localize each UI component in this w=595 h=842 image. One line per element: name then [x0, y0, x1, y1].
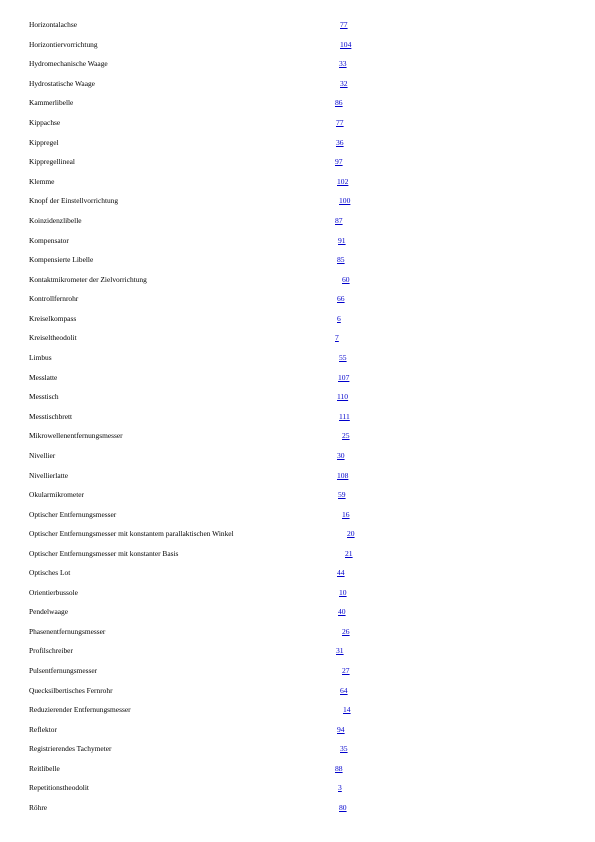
index-entry — [0, 77, 595, 91]
page-number-link[interactable]: 21 — [345, 549, 353, 558]
index-term: Phasenentfernungsmesser — [29, 627, 106, 636]
index-term: Horizontalachse — [29, 20, 78, 29]
page-number-link[interactable]: 107 — [338, 373, 350, 382]
index-entry — [0, 292, 595, 306]
index-entry — [0, 644, 595, 658]
index-term: Nivellierlatte — [29, 471, 68, 480]
index-entry — [0, 586, 595, 600]
index-entry — [0, 57, 595, 71]
page-number-link[interactable]: 111 — [339, 412, 350, 421]
page-number-link[interactable]: 104 — [340, 40, 352, 49]
index-term: Klemme — [29, 177, 55, 186]
page-number-link[interactable]: 94 — [337, 725, 345, 734]
index-term: Pendelwaage — [29, 607, 68, 616]
index-term: Optischer Entfernungsmesser — [29, 510, 117, 519]
page-number-link[interactable]: 91 — [338, 236, 346, 245]
index-entry — [0, 253, 595, 267]
page-number-link[interactable]: 30 — [337, 451, 345, 460]
index-term: Quecksilbertisches Fernrohr — [29, 686, 113, 695]
index-entry — [0, 18, 595, 32]
page-number-link[interactable]: 59 — [338, 490, 346, 499]
index-term: Hydrostatische Waage — [29, 79, 95, 88]
page-number-link[interactable]: 60 — [342, 275, 350, 284]
index-term: Repetitionstheodolit — [29, 783, 89, 792]
index-entry — [0, 469, 595, 483]
index-term: Profilschreiber — [29, 646, 73, 655]
index-term: Limbus — [29, 353, 52, 362]
index-entry — [0, 488, 595, 502]
index-term: Okularmikrometer — [29, 490, 85, 499]
page-number-link[interactable]: 14 — [343, 705, 351, 714]
index-term: Reitlibelle — [29, 764, 60, 773]
index-entry — [0, 449, 595, 463]
index-entry — [0, 429, 595, 443]
page-number-link[interactable]: 102 — [337, 177, 349, 186]
index-term: Röhre — [29, 803, 48, 812]
index-term: Kompensierte Libelle — [29, 255, 94, 264]
index-term: Messlatte — [29, 373, 58, 382]
page-number-link[interactable]: 25 — [342, 431, 350, 440]
index-term: Optischer Entfernungsmesser mit konstantem parallaktischen Winkel — [29, 529, 234, 538]
index-term: Optisches Lot — [29, 568, 71, 577]
index-entry — [0, 96, 595, 110]
index-term: Pulsentfernungsmesser — [29, 666, 98, 675]
index-entry — [0, 273, 595, 287]
page-number-link[interactable]: 7 — [335, 333, 339, 342]
index-term: Horizontiervorrichtung — [29, 40, 98, 49]
page-number-link[interactable]: 77 — [340, 20, 348, 29]
index-term: Hydromechanische Waage — [29, 59, 108, 68]
index-term: Optischer Entfernungsmesser mit konstanter Basis — [29, 549, 179, 558]
index-entry — [0, 351, 595, 365]
page-number-link[interactable]: 87 — [335, 216, 343, 225]
page-number-link[interactable]: 77 — [336, 118, 344, 127]
page-number-link[interactable]: 88 — [335, 764, 343, 773]
index-entry — [0, 723, 595, 737]
page-number-link[interactable]: 3 — [338, 783, 342, 792]
page-number-link[interactable]: 86 — [335, 98, 343, 107]
page-number-link[interactable]: 64 — [340, 686, 348, 695]
index-entry — [0, 625, 595, 639]
page-number-link[interactable]: 35 — [340, 744, 348, 753]
page-number-link[interactable]: 40 — [338, 607, 346, 616]
index-term: Kreiselkompass — [29, 314, 77, 323]
index-entry — [0, 410, 595, 424]
index-entry — [0, 547, 595, 561]
index-entry — [0, 136, 595, 150]
index-term: Nivellier — [29, 451, 56, 460]
page-number-link[interactable]: 55 — [339, 353, 347, 362]
index-entry — [0, 234, 595, 248]
index-entry — [0, 155, 595, 169]
index-term: Kippregellineal — [29, 157, 75, 166]
page-number-link[interactable]: 27 — [342, 666, 350, 675]
index-entry — [0, 781, 595, 795]
index-term: Orientierbussole — [29, 588, 78, 597]
index-entry — [0, 331, 595, 345]
page-number-link[interactable]: 10 — [339, 588, 347, 597]
index-entry — [0, 312, 595, 326]
index-term: Messtischbrett — [29, 412, 73, 421]
index-term: Kammerlibelle — [29, 98, 74, 107]
index-term: Kontrollfernrohr — [29, 294, 79, 303]
page-number-link[interactable]: 110 — [337, 392, 349, 401]
index-entry — [0, 527, 595, 541]
index-entry — [0, 703, 595, 717]
index-term: Kompensator — [29, 236, 69, 245]
index-entry — [0, 605, 595, 619]
index-entry — [0, 508, 595, 522]
index-term: Messtisch — [29, 392, 59, 401]
index-entry — [0, 116, 595, 130]
page-number-link[interactable]: 33 — [339, 59, 347, 68]
page-number-link[interactable]: 6 — [337, 314, 341, 323]
index-entry — [0, 684, 595, 698]
index-term: Kippregel — [29, 138, 59, 147]
index-entry — [0, 801, 595, 815]
index-entry — [0, 175, 595, 189]
index-term: Registrierendes Tachymeter — [29, 744, 112, 753]
page-number-link[interactable]: 85 — [337, 255, 345, 264]
page-number-link[interactable]: 16 — [342, 510, 350, 519]
index-entry — [0, 390, 595, 404]
page-number-link[interactable]: 36 — [336, 138, 344, 147]
index-entry — [0, 566, 595, 580]
index-entry — [0, 742, 595, 756]
index-entry — [0, 762, 595, 776]
index-term: Reflektor — [29, 725, 57, 734]
index-entry — [0, 214, 595, 228]
page-number-link[interactable]: 32 — [340, 79, 348, 88]
index-term: Kippachse — [29, 118, 61, 127]
page-number-link[interactable]: 44 — [337, 568, 345, 577]
index-term: Kreiseltheodolit — [29, 333, 77, 342]
index-term: Knopf der Einstellvorrichtung — [29, 196, 119, 205]
index-entry — [0, 194, 595, 208]
index-term: Kontaktmikrometer der Zielvorrichtung — [29, 275, 147, 284]
index-entry — [0, 664, 595, 678]
page-number-link[interactable]: 31 — [336, 646, 344, 655]
page-number-link[interactable]: 66 — [337, 294, 345, 303]
page-number-link[interactable]: 26 — [342, 627, 350, 636]
index-entry — [0, 371, 595, 385]
index-term: Reduzierender Entfernungsmesser — [29, 705, 131, 714]
page-number-link[interactable]: 20 — [347, 529, 355, 538]
index-term: Mikrowellenentfernungsmesser — [29, 431, 123, 440]
index-term: Koinzidenzlibelle — [29, 216, 82, 225]
page-number-link[interactable]: 97 — [335, 157, 343, 166]
page-number-link[interactable]: 108 — [337, 471, 349, 480]
page-number-link[interactable]: 100 — [339, 196, 351, 205]
index-entry — [0, 38, 595, 52]
page-number-link[interactable]: 80 — [339, 803, 347, 812]
